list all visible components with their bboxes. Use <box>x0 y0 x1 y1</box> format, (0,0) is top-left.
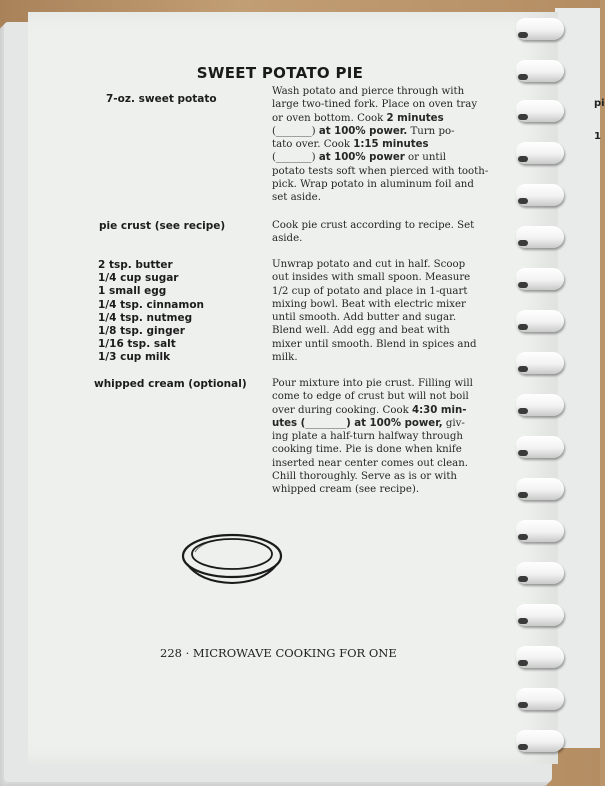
direction-line <box>272 151 468 164</box>
direction-bold-text: at 100% power <box>318 152 405 164</box>
ingredient-group-4 <box>94 378 247 391</box>
directions-block <box>272 85 489 205</box>
next-page-text: 1 <box>594 131 601 142</box>
ingredient-item: 1/4 tsp. nutmeg <box>98 311 193 324</box>
directions-block <box>272 377 473 497</box>
binding-ring <box>516 100 564 122</box>
binding-ring <box>516 142 564 164</box>
direction-line <box>272 138 468 151</box>
direction-text: cooking time. Pie is done when knife <box>272 444 462 456</box>
ingredient-item: 1 small egg <box>98 285 167 298</box>
direction-line <box>272 298 468 311</box>
direction-text: tato over. Cook <box>272 139 354 151</box>
direction-text: Blend well. Add egg and beat with <box>272 325 450 337</box>
direction-text: inserted near center comes out clean. <box>272 457 469 469</box>
direction-line <box>272 338 477 351</box>
binding-ring <box>516 688 564 710</box>
direction-text: or oven bottom. Cook <box>272 112 387 124</box>
direction-text: set aside. <box>272 192 321 204</box>
ingredient-item: 7-oz. sweet potato <box>106 93 217 105</box>
direction-text: come to edge of crust but will not boil <box>272 391 469 403</box>
direction-text: giv- <box>442 417 465 429</box>
direction-line <box>272 430 468 443</box>
direction-bold-text: utes ( <box>272 417 306 429</box>
direction-line <box>272 271 471 284</box>
direction-line <box>272 404 468 417</box>
direction-line <box>272 285 468 298</box>
direction-line <box>272 112 468 125</box>
binding-ring <box>516 60 564 82</box>
direction-line <box>272 219 475 232</box>
ingredient-item: 1/8 tsp. ginger <box>98 325 185 338</box>
binding-ring <box>516 478 564 500</box>
binding-ring <box>516 562 564 584</box>
binding-ring <box>516 436 564 458</box>
ingredient-item: 1/4 cup sugar <box>98 272 179 285</box>
direction-text: aside. <box>272 233 303 245</box>
direction-text: over during cooking. Cook <box>272 404 412 416</box>
ingredient-item: 1/16 tsp. salt <box>98 338 176 351</box>
ingredient-item: pie crust (see recipe) <box>99 220 226 232</box>
ingredient-group-2 <box>99 220 225 233</box>
direction-line <box>272 457 468 470</box>
direction-text: 1/2 cup of potato and place in 1-quart <box>272 285 468 297</box>
binding-ring <box>516 184 564 206</box>
direction-bold-text: 2 minutes <box>386 112 444 124</box>
direction-text: potato tests soft when pierced with tooth- <box>272 165 489 177</box>
direction-line <box>272 443 468 456</box>
direction-text: large two-tined fork. Place on oven tray <box>272 99 478 111</box>
binding-ring <box>516 604 564 626</box>
direction-text: until smooth. Add butter and sugar. <box>272 312 457 324</box>
recipe-title: SWEET POTATO PIE <box>196 64 364 82</box>
directions-block <box>272 219 475 246</box>
direction-line <box>272 390 468 403</box>
direction-line <box>272 311 468 324</box>
binding-ring <box>516 18 564 40</box>
binding-ring <box>516 520 564 542</box>
direction-line <box>272 377 473 390</box>
binding-ring <box>516 226 564 248</box>
direction-line <box>272 351 468 364</box>
spiral-binding <box>508 0 578 786</box>
direction-line <box>272 483 468 496</box>
ingredient-item: 1/3 cup milk <box>98 351 171 364</box>
direction-text: (_______) <box>272 125 319 137</box>
direction-line <box>272 178 474 191</box>
direction-line <box>272 470 468 483</box>
binding-ring <box>516 268 564 290</box>
direction-text: pick. Wrap potato in aluminum foil and <box>272 179 474 191</box>
direction-text: mixing bowl. Beat with electric mixer <box>272 298 466 310</box>
direction-line <box>272 125 468 138</box>
direction-line <box>272 417 468 430</box>
binding-ring <box>516 310 564 332</box>
direction-line <box>272 258 468 271</box>
direction-bold-text: 4:30 min- <box>412 404 467 416</box>
pie-dish-icon <box>180 530 284 586</box>
direction-text: whipped cream (see recipe). <box>272 484 420 496</box>
direction-text: Chill thoroughly. Serve as is or with <box>272 471 457 483</box>
direction-text: ing plate a half-turn halfway through <box>272 431 463 443</box>
binding-ring <box>516 646 564 668</box>
direction-text: Unwrap potato and cut in half. Scoop <box>272 259 466 270</box>
direction-text: Turn po- <box>407 125 455 137</box>
direction-text: or until <box>404 152 447 164</box>
directions-block <box>272 258 477 364</box>
direction-text: milk. <box>272 352 298 364</box>
binding-ring <box>516 394 564 416</box>
direction-text: ________ <box>305 417 347 429</box>
direction-text: Cook pie crust according to recipe. Set <box>272 220 475 231</box>
direction-line <box>272 324 468 337</box>
direction-text: out insides with small spoon. Measure <box>272 272 471 284</box>
ingredient-item: 1/4 tsp. cinnamon <box>98 298 205 311</box>
ingredient-group-3 <box>98 259 204 365</box>
direction-text: Pour mixture into pie crust. Filling will <box>272 378 473 389</box>
direction-text: mixer until smooth. Blend in spices and <box>272 338 477 350</box>
direction-line <box>272 98 478 111</box>
direction-bold-text: 1:15 minutes <box>353 139 429 151</box>
ingredient-item: 2 tsp. butter <box>98 259 173 271</box>
direction-text: Wash potato and pierce through with <box>272 86 465 97</box>
direction-line <box>272 165 489 178</box>
ingredient-item: whipped cream (optional) <box>94 378 247 390</box>
direction-line <box>272 191 468 204</box>
binding-ring <box>516 730 564 752</box>
binding-ring <box>516 352 564 374</box>
direction-bold-text: at 100% power. <box>318 125 408 137</box>
next-page-text: pi <box>594 98 605 109</box>
ingredient-group-1 <box>106 93 217 106</box>
page-footer: 228 · MICROWAVE COOKING FOR ONE <box>160 646 397 660</box>
direction-line <box>272 85 468 98</box>
direction-text: (_______) <box>272 152 319 164</box>
direction-bold-text: ) at 100% power, <box>346 417 443 429</box>
direction-line <box>272 232 468 245</box>
